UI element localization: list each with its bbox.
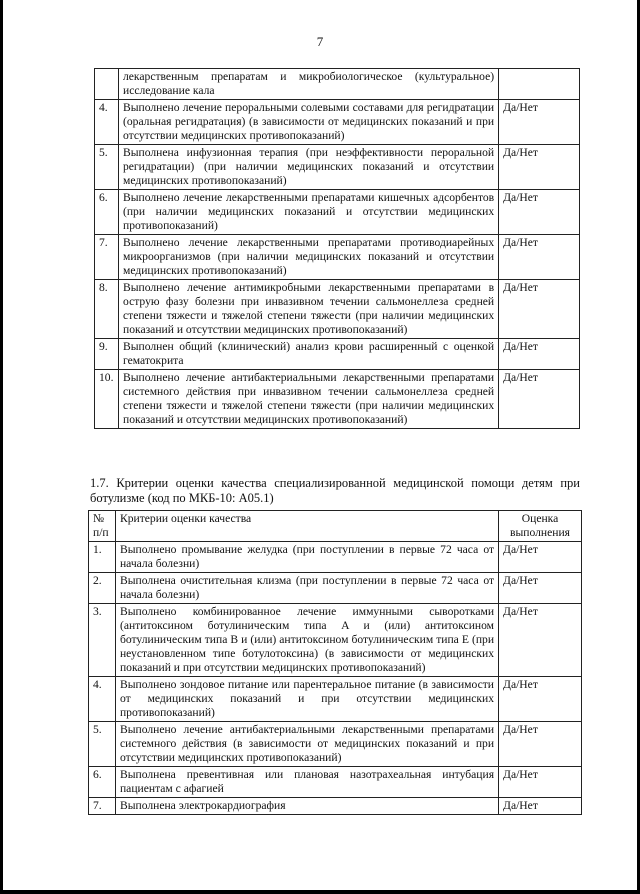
criterion-answer: Да/Нет — [499, 235, 580, 280]
row-number: 8. — [95, 280, 119, 339]
row-number: 1. — [89, 542, 116, 573]
criterion-text: Выполнена превентивная или плановая назотрахеальная интубация пациентам с афагией — [115, 767, 498, 798]
table-row — [95, 190, 580, 235]
scan-border-bottom — [0, 890, 640, 894]
row-number: 5. — [95, 145, 119, 190]
criterion-text: Выполнено лечение лекарственными препаратами противодиарейных микроорганизмов (при наличии медицинских показаний и отсутствии медицинских противопоказаний) — [118, 235, 498, 280]
table-row — [95, 69, 580, 100]
table-row — [95, 100, 580, 145]
table-row — [89, 573, 582, 604]
criterion-answer: Да/Нет — [499, 100, 580, 145]
criterion-answer: Да/Нет — [499, 767, 582, 798]
criterion-text: Выполнена инфузионная терапия (при неэффективности пероральной регидратации) (при наличии медицинских показаний и отсутствии медицинских противопоказаний) — [118, 145, 498, 190]
criterion-answer: Да/Нет — [499, 677, 582, 722]
row-number: 6. — [95, 190, 119, 235]
criterion-answer: Да/Нет — [499, 370, 580, 429]
table-row — [95, 370, 580, 429]
criterion-answer: Да/Нет — [499, 542, 582, 573]
table-header-row — [89, 511, 582, 542]
row-number: 7. — [89, 798, 116, 815]
scan-border-left — [0, 0, 3, 894]
table-row — [89, 677, 582, 722]
criteria-table-salmonellosis — [94, 68, 580, 429]
row-number: 10. — [95, 370, 119, 429]
criterion-text: Выполнено лечение пероральными солевыми составами для регидратации (оральная регидратация) (в зависимости от медицинских показаний и при отсутствии медицинских противопоказаний) — [118, 100, 498, 145]
criterion-answer: Да/Нет — [499, 722, 582, 767]
header-score: Оценка выполнения — [499, 511, 582, 542]
criterion-answer: Да/Нет — [499, 190, 580, 235]
criterion-answer: Да/Нет — [499, 339, 580, 370]
table-row — [95, 235, 580, 280]
row-number: 2. — [89, 573, 116, 604]
row-number — [95, 69, 119, 100]
criterion-answer: Да/Нет — [499, 573, 582, 604]
criterion-text: Выполнено промывание желудка (при поступлении в первые 72 часа от начала болезни) — [115, 542, 498, 573]
criterion-answer: Да/Нет — [499, 145, 580, 190]
row-number: 7. — [95, 235, 119, 280]
criterion-text: Выполнена очистительная клизма (при поступлении в первые 72 часа от начала болезни) — [115, 573, 498, 604]
criterion-answer: Да/Нет — [499, 280, 580, 339]
table-row — [89, 767, 582, 798]
criterion-text: лекарственным препаратам и микробиологическое (культуральное) исследование кала — [118, 69, 498, 100]
section-title-botulism: 1.7. Критерии оценки качества специализированной медицинской помощи детям при ботулизме (код по МКБ-10: A05.1) — [90, 476, 580, 505]
criteria-table-botulism — [88, 510, 582, 815]
table-row — [89, 542, 582, 573]
table-row — [95, 280, 580, 339]
row-number: 4. — [95, 100, 119, 145]
row-number: 4. — [89, 677, 116, 722]
criterion-answer — [499, 69, 580, 100]
table-row — [95, 339, 580, 370]
row-number: 9. — [95, 339, 119, 370]
row-number: 3. — [89, 604, 116, 677]
criterion-text: Выполнено лечение антибактериальными лекарственными препаратами системного действия (в зависимости от медицинских показаний и при отсутствии медицинских противопоказаний) — [115, 722, 498, 767]
table-row — [89, 604, 582, 677]
criterion-answer: Да/Нет — [499, 604, 582, 677]
table-row — [89, 722, 582, 767]
criterion-text: Выполнено комбинированное лечение иммунными сыворотками (антитоксином ботулиническим типа A и (или) антитоксином ботулиническим типа B и (или) антитоксином ботулиническим типа E (при неустановленном типе ботулотоксина) (в зависимости от медицинских показаний и при отсутствии медицинских противопоказаний) — [115, 604, 498, 677]
criterion-text: Выполнено лечение антибактериальными лекарственными препаратами системного действия при инвазивном течении сальмонеллеза средней степени тяжести и тяжелой степени тяжести (при наличии медицинских показаний и отсутствии медицинских противопоказаний) — [118, 370, 498, 429]
header-number: № п/п — [89, 511, 116, 542]
criterion-text: Выполнено лечение лекарственными препаратами кишечных адсорбентов (при наличии медицинских показаний и отсутствии медицинских противопоказаний) — [118, 190, 498, 235]
page-number: 7 — [316, 34, 324, 49]
criterion-text: Выполнен общий (клинический) анализ крови расширенный с оценкой гематокрита — [118, 339, 498, 370]
row-number: 5. — [89, 722, 116, 767]
header-criteria: Критерии оценки качества — [115, 511, 498, 542]
criterion-text: Выполнено зондовое питание или парентеральное питание (в зависимости от медицинских показаний и при отсутствии медицинских противопоказаний) — [115, 677, 498, 722]
row-number: 6. — [89, 767, 116, 798]
table-row — [89, 798, 582, 815]
criterion-text: Выполнена электрокардиография — [115, 798, 498, 815]
criterion-text: Выполнено лечение антимикробными лекарственными препаратами в острую фазу болезни при инвазивном течении сальмонеллеза средней степени тяжести и тяжелой степени тяжести (при наличии медицинских показаний и отсутствии медицинских противопоказаний) — [118, 280, 498, 339]
criterion-answer: Да/Нет — [499, 798, 582, 815]
table-row — [95, 145, 580, 190]
